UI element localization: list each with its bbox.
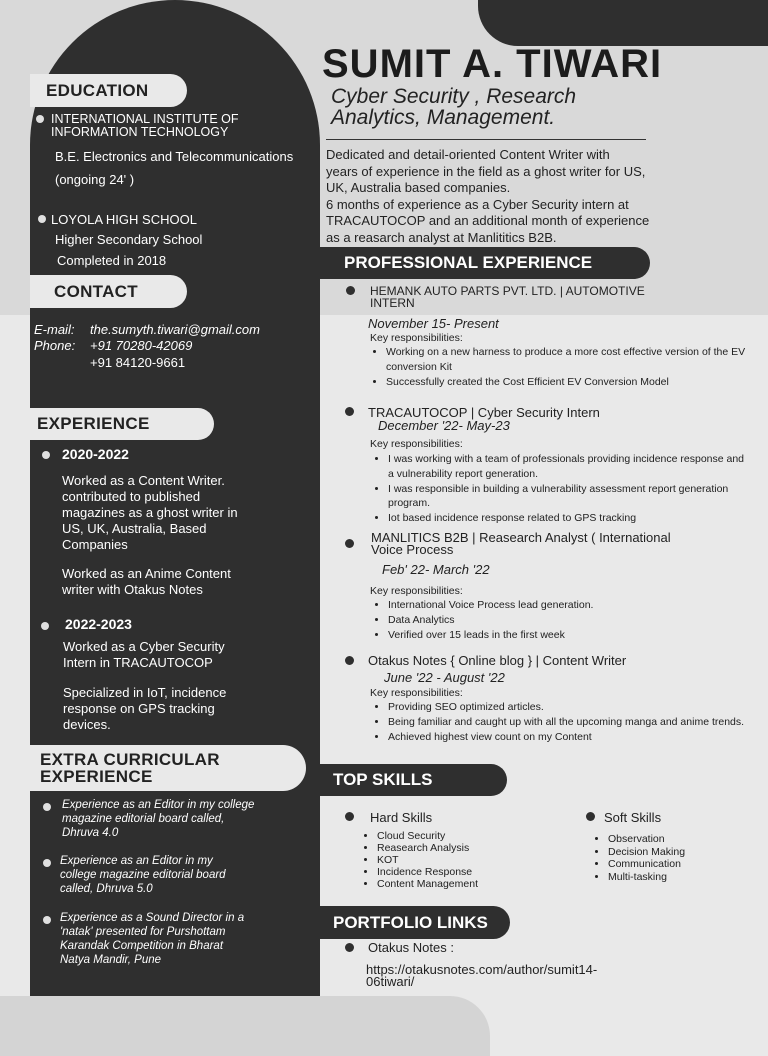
period-1-text: Worked as a Content Writer. contributed to published magazines as a ghost writer in US, UK, Australia, Based Companies	[62, 473, 238, 552]
job1-title: HEMANK AUTO PARTS PVT. LTD. | AUTOMOTIVE INTERN	[370, 284, 645, 310]
school2-detail: Higher Secondary School	[55, 232, 203, 247]
period-2: 2022-2023	[65, 616, 132, 632]
header-divider	[326, 139, 646, 140]
contact-heading: CONTACT	[30, 275, 187, 308]
job4-key-resp: Key responsibilities:	[370, 687, 463, 699]
job4-date: June '22 - August '22	[384, 670, 505, 685]
portfolio-site: Otakus Notes :	[368, 940, 454, 955]
school1-name: INTERNATIONAL INSTITUTE OF INFORMATION TECHNOLOGY	[51, 112, 239, 139]
bottom-decoration	[0, 996, 490, 1056]
bullet	[42, 451, 50, 459]
bullet	[43, 803, 51, 811]
job1-key-resp: Key responsibilities:	[370, 332, 463, 344]
period-1-text-2: Worked as an Anime Content writer with Otakus Notes	[62, 566, 231, 597]
education-heading: EDUCATION	[30, 74, 187, 107]
experience-heading: EXPERIENCE	[14, 408, 214, 440]
bullet	[43, 859, 51, 867]
resume-subtitle: Cyber Security , Research Analytics, Management.	[331, 85, 577, 129]
bullet	[43, 916, 51, 924]
phone-label: Phone:	[34, 338, 76, 353]
bullet	[346, 286, 355, 295]
top-right-decoration	[478, 0, 768, 46]
extra-item-2: Experience as an Editor in my college magazine editorial board called, Dhruva 5.0	[60, 855, 226, 895]
bullet	[586, 812, 595, 821]
job2-list: • I was working with a team of professionals providing incidence response and a vulnerability report generation. • I was responsible in building a vulnerability assessment report generation program. • Iot based incidence response related to GPS tracking	[370, 452, 748, 526]
school2-name: LOYOLA HIGH SCHOOL	[51, 212, 197, 227]
extra-curricular-heading: EXTRA CURRICULAR EXPERIENCE	[16, 745, 306, 791]
job1-date: November 15- Present	[368, 316, 499, 331]
hard-skills-list: • Cloud Security • Reasearch Analysis • KOT • Incidence Response • Content Management	[359, 830, 478, 890]
bullet	[36, 115, 44, 123]
portfolio-url[interactable]: https://otakusnotes.com/author/sumit14- 06tiwari/	[366, 962, 598, 989]
extra-item-3: Experience as a Sound Director in a 'natak' presented for Purshottam Karandak Competition in Bharat Natya Mandir, Pune	[60, 912, 245, 966]
degree: B.E. Electronics and Telecommunications	[55, 149, 294, 164]
job3-key-resp: Key responsibilities:	[370, 585, 463, 597]
top-skills-heading: TOP SKILLS	[319, 764, 507, 796]
professional-experience-heading: PROFESSIONAL EXPERIENCE	[320, 247, 650, 279]
bullet	[345, 539, 354, 548]
period-2-text-2: Specialized in IoT, incidence response on GPS tracking devices.	[63, 685, 227, 732]
bullet	[345, 812, 354, 821]
portfolio-links-heading: PORTFOLIO LINKS	[319, 906, 510, 939]
email-link[interactable]: the.sumyth.tiwari@gmail.com	[90, 322, 260, 337]
summary-text: Dedicated and detail-oriented Content Writer with years of experience in the field as a ghost writer for US, UK, Australia based companies. 6 months of experience as a Cyber Security intern at TRACAUTOCOP and an additional month of experience as a reasarch analyst at Manlititics B2B.	[326, 147, 650, 245]
job3-date: Feb' 22- March '22	[382, 562, 490, 577]
job4-title: Otakus Notes { Online blog } | Content Writer	[368, 653, 627, 668]
period-1: 2020-2022	[62, 446, 129, 462]
phone-1: +91 70280-42069	[90, 338, 193, 353]
job4-list: • Providing SEO optimized articles. • Being familiar and caught up with all the upcoming manga and anime trends. • Achieved highest view count on my Content	[370, 700, 768, 744]
soft-skills-list: • Observation • Decision Making • Communication • Multi-tasking	[590, 833, 685, 883]
job3-list: • International Voice Process lead generation. • Data Analytics • Verified over 15 leads in the first week	[370, 598, 748, 642]
bullet	[345, 656, 354, 665]
bullet	[345, 943, 354, 952]
job2-title: TRACAUTOCOP | Cyber Security Intern	[368, 405, 600, 420]
period-2-text: Worked as a Cyber Security Intern in TRACAUTOCOP	[63, 639, 225, 670]
job1-list: • Working on a new harness to produce a more cost effective version of the EV conversion Kit • Successfully created the Cost Efficient EV Conversion Model	[368, 345, 766, 389]
hard-skills-heading: Hard Skills	[370, 810, 433, 825]
degree-status: (ongoing 24' )	[55, 172, 135, 187]
resume-name: SUMIT A. TIWARI	[322, 42, 663, 86]
school2-completed: Completed in 2018	[57, 253, 167, 268]
bullet	[38, 215, 46, 223]
job2-date: December '22- May-23	[378, 418, 510, 433]
soft-skills-heading: Soft Skills	[604, 810, 662, 825]
phone-2: +91 84120-9661	[90, 355, 186, 370]
bullet	[345, 407, 354, 416]
bullet	[41, 622, 49, 630]
email-label: E-mail:	[34, 322, 75, 337]
job3-title: MANLITICS B2B | Reasearch Analyst ( International Voice Process	[371, 530, 671, 557]
job2-key-resp: Key responsibilities:	[370, 438, 463, 450]
extra-item-1: Experience as an Editor in my college magazine editorial board called, Dhruva 4.0	[62, 799, 255, 839]
